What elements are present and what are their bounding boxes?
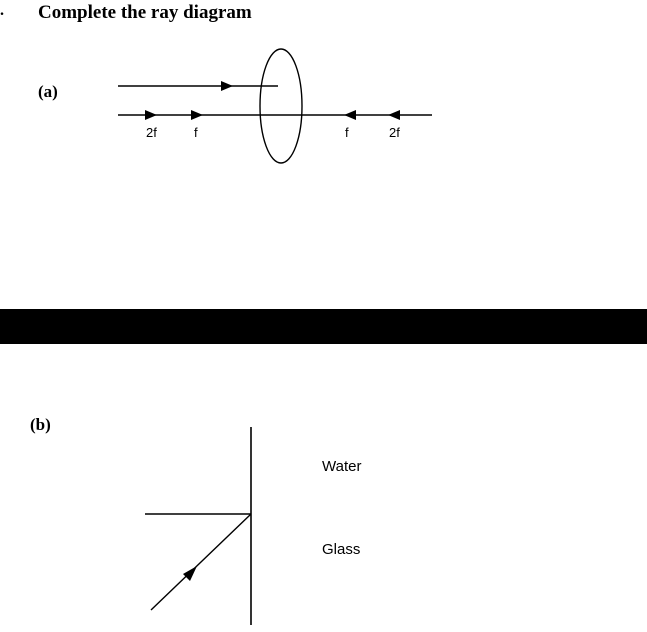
axis-arrow-left-2f [145, 110, 157, 120]
medium-water-label: Water [322, 458, 362, 475]
axis-arrow-right-f [344, 110, 356, 120]
lens-diagram [118, 49, 432, 163]
question-title: Complete the ray diagram [38, 2, 252, 23]
refraction-diagram [145, 427, 361, 625]
incident-ray-glass-arrowhead [183, 566, 197, 581]
axis-arrow-right-2f [388, 110, 400, 120]
convex-lens [260, 49, 302, 163]
tick-right-f: f [345, 125, 349, 140]
part-a-label: (a) [38, 82, 58, 101]
tick-left-f: f [194, 125, 198, 140]
incident-ray-arrowhead [221, 81, 233, 91]
tick-right-2f: 2f [389, 125, 400, 140]
separator-bar [0, 309, 647, 344]
incident-ray-glass [151, 514, 251, 610]
part-b-label: (b) [30, 415, 51, 434]
axis-arrow-left-f [191, 110, 203, 120]
tick-left-2f: 2f [146, 125, 157, 140]
medium-glass-label: Glass [322, 541, 361, 558]
list-bullet: . [0, 2, 4, 19]
